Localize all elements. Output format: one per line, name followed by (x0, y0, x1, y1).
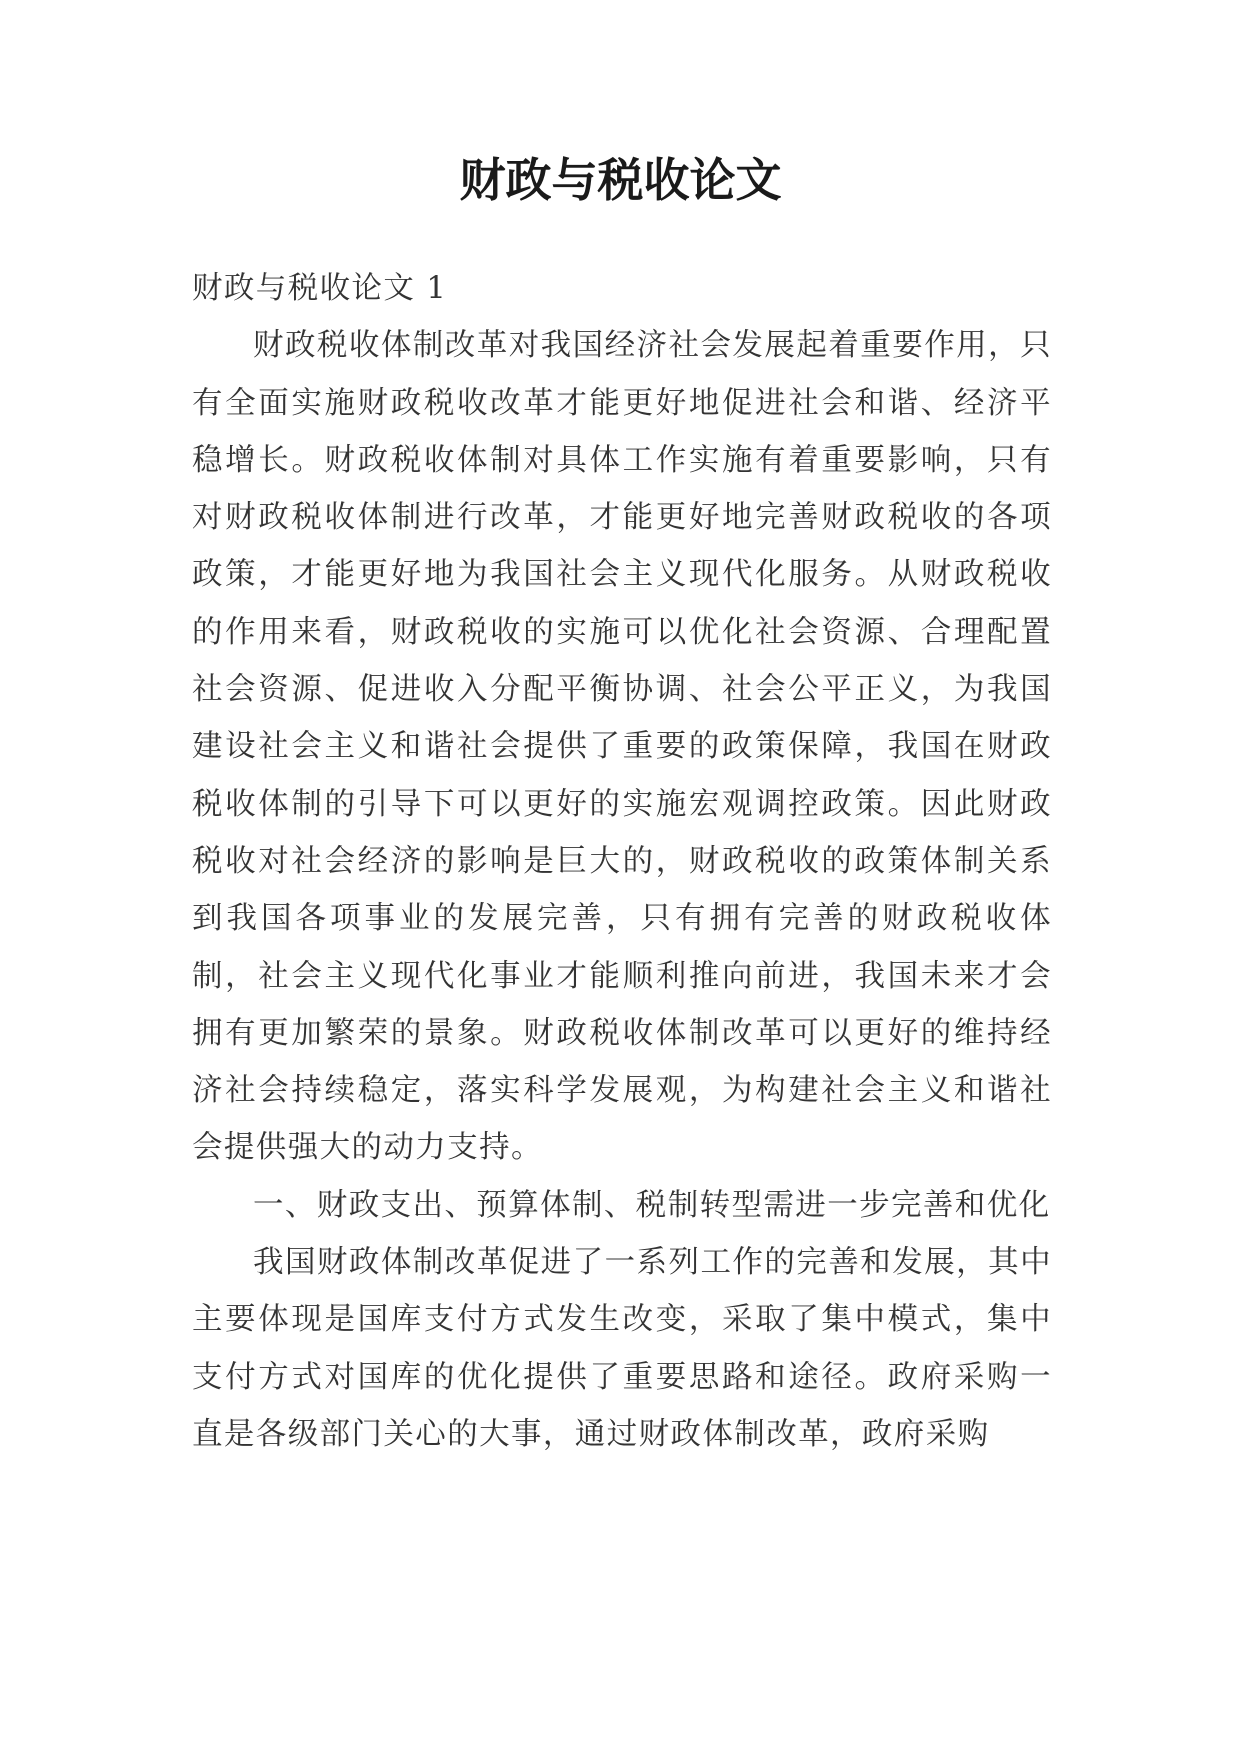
document-body (192, 260, 1052, 1463)
page-title: 财政与税收论文 (459, 153, 782, 207)
section-subtitle: 财政与税收论文 1 (192, 271, 448, 306)
body-paragraph-1: 财政税收体制改革对我国经济社会发展起着重要作用，只有全面实施财政税收改革才能更好地促进社会和谐、经济平稳增长。财政税收体制对具体工作实施有着重要影响，只有对财政税收体制进行改革，才能更好地完善财政税收的各项政策，才能更好地为我国社会主义现代化服务。从财政税收的作用来看，财政税收的实施可以优化社会资源、合理配置社会资源、促进收入分配平衡协调、社会公平正义，为我国建设社会主义和谐社会提供了重要的政策保障，我国在财政税收体制的引导下可以更好的实施宏观调控政策。因此财政税收对社会经济的影响是巨大的，财政税收的政策体制关系到我国各项事业的发展完善，只有拥有完善的财政税收体制，社会主义现代化事业才能顺利推向前进，我国未来才会拥有更加繁荣的景象。财政税收体制改革可以更好的维持经济社会持续稳定，落实科学发展观，为构建社会主义和谐社会提供强大的动力支持。 (192, 328, 1052, 1166)
body-paragraph-2: 我国财政体制改革促进了一系列工作的完善和发展，其中主要体现是国库支付方式发生改变，采取了集中模式，集中支付方式对国库的优化提供了重要思路和途径。政府采购一直是各级部门关心的大事，通过财政体制改革，政府采购 (192, 1245, 1052, 1452)
section-heading-1: 一、财政支出、预算体制、税制转型需进一步完善和优化 (253, 1187, 1051, 1223)
